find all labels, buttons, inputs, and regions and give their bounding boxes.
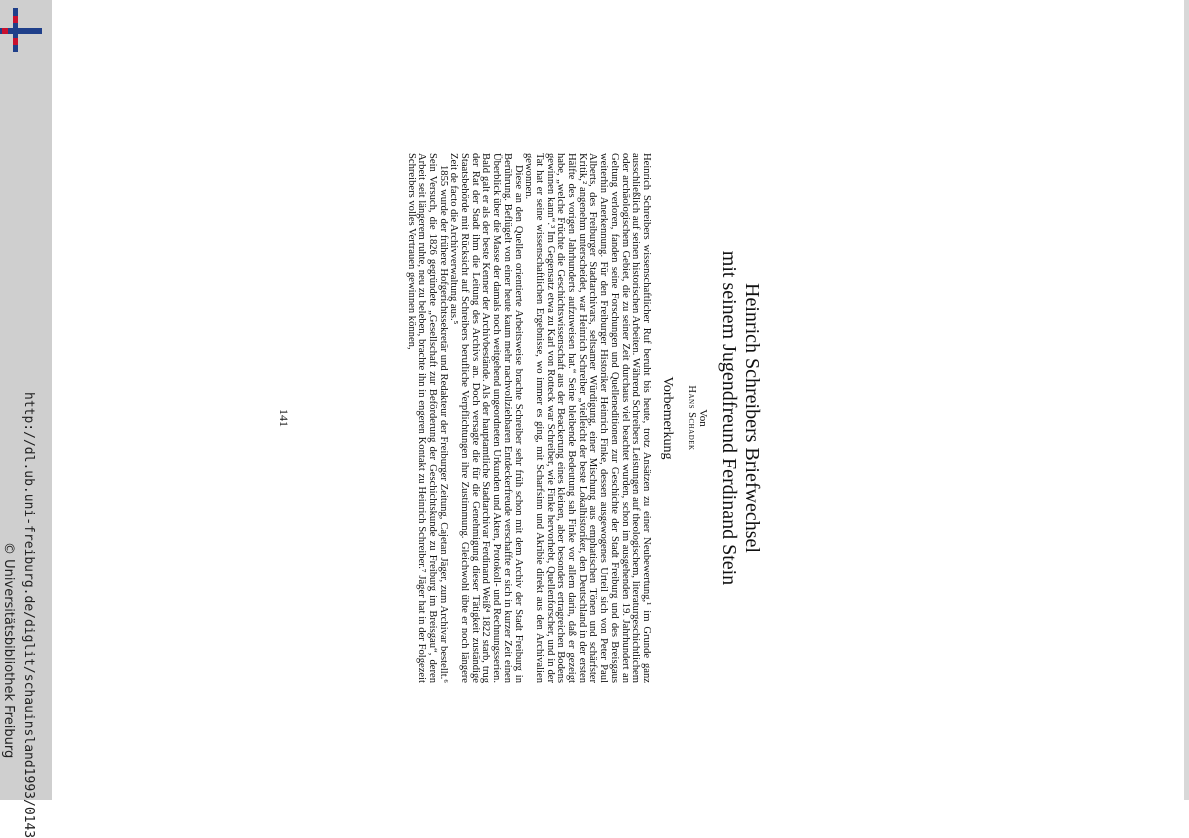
scrollbar[interactable] [1184,0,1189,800]
paragraph: Diese an den Quellen orientierte Arbeitsweise brachte Schreiber sehr früh schon mit dem Archiv der Stadt Freiburg in Berührung. Beflügelt von einer heute kaum mehr nachvollziehbaren Entdeckerfreude verschaffte er sich in kurzer Zeit einen Überblick über die Masse der damals noch weitgehend ungeordneten Urkunden und Akten, Protokoll- und Rechnungsserien. Bald galt er als der beste Kenner der Archivbestände. Als der hauptamtliche Stadtarchivar Ferdinand Weiß⁴ 1822 starb, trug der Rat der Stadt ihm die Leitung des Archivs an. Doch versagte die für die Genehmigung dieser Tätigkeit zuständige Staatsbehörde mit Rücksicht auf Schreibers berufliche Verpflichtungen ihre Zustimmung. Gleichwohl übte er noch längere Zeit de facto die Archivverwaltung aus.⁵ [448,153,524,683]
copyright-notice: © Universitätsbibliothek Freiburg [1,542,16,759]
page-number: 141 [277,409,291,427]
permalink-url[interactable]: http://dl.ub.uni-freiburg.de/diglit/schauinsland1993/0143 [21,392,36,838]
university-library-logo-icon[interactable] [0,8,44,52]
sidebar [0,0,52,838]
title-line-1: Heinrich Schreibers Briefwechsel [741,283,763,553]
page-title [717,153,763,683]
document-page [255,153,765,683]
title-line-2: mit seinem Jugendfreund Ferdinand Stein [718,250,740,586]
byline-von: Von [697,409,709,427]
paragraph: Heinrich Schreibers wissenschaftlicher Ruf beruht bis heute, trotz Ansätzen zu einer Neubewertung,¹ im Grunde ganz ausschließlich auf seinen historischen Arbeiten. Während Schreibers Leistungen auf theologischem, literaturgeschichtlichem oder archäologischem Gebiet, die zu seiner Zeit durchaus viel beachtet wurden, schon im ausgehenden 19. Jahrhundert an Geltung verloren, fanden seine Forschungen und Quelleneditionen zur Geschichte der Stadt Freiburg und des Breisgaus weiterhin Anerkennung. Für den Freiburger Historiker Heinrich Finke, dessen ausgewogenes Urteil sich von Peter Paul Alberts, des Freiburger Stadtarchivars, seltsamer Würdigung, einer Mischung aus emphatischen Tönen und schärfster Kritik,² angenehm unterscheidet, war Heinrich Schreiber „vielleicht der beste Lokalhistoriker, den Deutschland in der ersten Hälfte des vorigen Jahrhunderts aufzuweisen hat.“ Seine bleibende Bedeutung sah Finke vor allem darin, daß er gezeigt habe, „welche Früchte die Geschichtswissenschaft aus der Beackerung eines kleinen, aber besonders ertragreichen Bodens gewinnen kann“.³ Im Gegensatz etwa zu Karl von Rotteck war Schreiber, wie Finke hervorhebt, Quellenforscher, und in der Tat hat er seine wissenschaftlichen Ergebnisse, wo immer es ging, mit Scharfsinn und Akribie direkt aus den Archivalien gewonnen. [523,153,652,683]
body-text [405,153,651,683]
author-name: Hans Schadek [686,385,697,451]
section-heading: Vorbemerkung [660,376,675,460]
paragraph: 1855 wurde der frühere Hofgerichtssekretär und Redakteur der Freiburger Zeitung, Cajetan Jäger, zum Archivar bestellt.⁶ Sein Versuch, die 1826 gegründete „Gesellschaft zur Beförderung der Geschichtskunde zu Freiburg im Breisgau“, deren Arbeit seit längerem ruhte, neu zu beleben, brachte ihn in engeren Kontakt zu Heinrich Schreiber.⁷ Jäger hat in der Folgezeit Schreibers volles Vertrauen gewinnen können, [405,153,449,683]
